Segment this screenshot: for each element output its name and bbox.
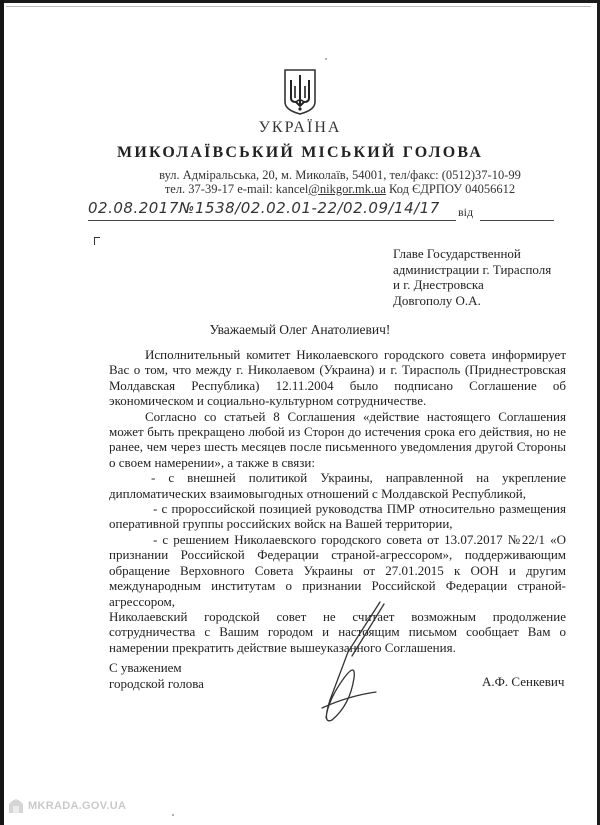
scan-speck: [172, 814, 174, 816]
signer-name: А.Ф. Сенкевич: [482, 674, 565, 689]
watermark-text: MKRADA.GOV.UA: [28, 800, 127, 812]
scan-edge-top: [0, 0, 600, 3]
recipient-line: и г. Днестровска: [393, 277, 484, 292]
letterhead-office: МИКОЛАЇВСЬКИЙ МІСЬКИЙ ГОЛОВА: [117, 144, 483, 161]
closing-block: [109, 660, 204, 691]
recipient-block: [393, 246, 551, 308]
paragraph: Исполнительный комитет Николаевского городского совета информирует Вас о том, что между г. Николаевом (Украина) и г. Тирасполь (Приднестровская Молдавская Республика) 12.11.2004 было подписано Соглашение об экономическом и социально-культурном сотрудничестве.: [109, 347, 566, 409]
tryzub-coat-of-arms-icon: [283, 68, 317, 116]
address-corner-mark: [94, 237, 100, 245]
registration-underline: [88, 220, 456, 221]
recipient-line: администрации г. Тирасполя: [393, 261, 552, 277]
paragraph: Николаевский городской совет не считает возможным продолжение сотрудничества с Вашим городом и настоящим письмом сообщает Вам о намерении прекратить действие вышеуказанного Соглашения.: [109, 608, 566, 655]
registration-number-handwritten: 02.08.2017№1538/02.02.01-22/02.09/14/17: [88, 199, 440, 217]
from-blank-line: [480, 220, 554, 221]
handwritten-signature: [270, 600, 390, 732]
site-watermark: [7, 797, 126, 815]
salutation: Уважаемый Олег Анатолиевич!: [209, 322, 391, 337]
list-item: - с решением Николаевского городского совета от 13.07.2017 №22/1 «О признании Российской Федерации страной-агрессором», поддерживающим обращение Верховного Совета Украины от 27.01.2015 к ООН и другим международным институтам о признании Российской Федерации страной-агрессором,: [109, 531, 566, 609]
paragraph: Согласно со статьей 8 Соглашения «действие настоящего Соглашения может быть прекращено любой из Сторон до истечения срока его действия, но не ранее, чем через шесть месяцев после письменного уведомления другой Стороны о своем намерении», а также в связи:: [109, 408, 566, 470]
letterhead-address-line2: [40, 182, 600, 197]
recipient-line: Главе Государственной: [393, 246, 521, 261]
letterhead-address-line1: вул. Адміральська, 20, м. Миколаїв, 54001, тел/факс: (0512)37-10-99: [159, 168, 521, 182]
scan-line: [6, 6, 591, 7]
letterhead-country: УКРАЇНА: [258, 119, 342, 136]
scan-speck: [325, 58, 327, 60]
from-label: від: [458, 205, 474, 219]
list-item: - с пророссийской позицией руководства ПМР относительно размещения оперативной группы российских войск на Вашей территории,: [109, 501, 566, 532]
closing-title: городской голова: [109, 675, 204, 691]
address-suffix: Код ЄДРПОУ 04056612: [385, 182, 516, 196]
list-item: - с внешней политикой Украины, направленной на укрепление дипломатических взаимовыгодных отношений с Молдавской Республикой,: [109, 470, 566, 501]
recipient-line: Довгополу О.А.: [393, 292, 481, 308]
email-domain: @nikgor.mk.ua: [308, 182, 386, 196]
address-prefix: тел. 37-39-17 e-mail: kancel: [164, 182, 309, 196]
closing-regards: С уважением: [109, 660, 182, 675]
registration-line: [88, 199, 578, 225]
city-hall-logo-icon: [7, 798, 25, 814]
